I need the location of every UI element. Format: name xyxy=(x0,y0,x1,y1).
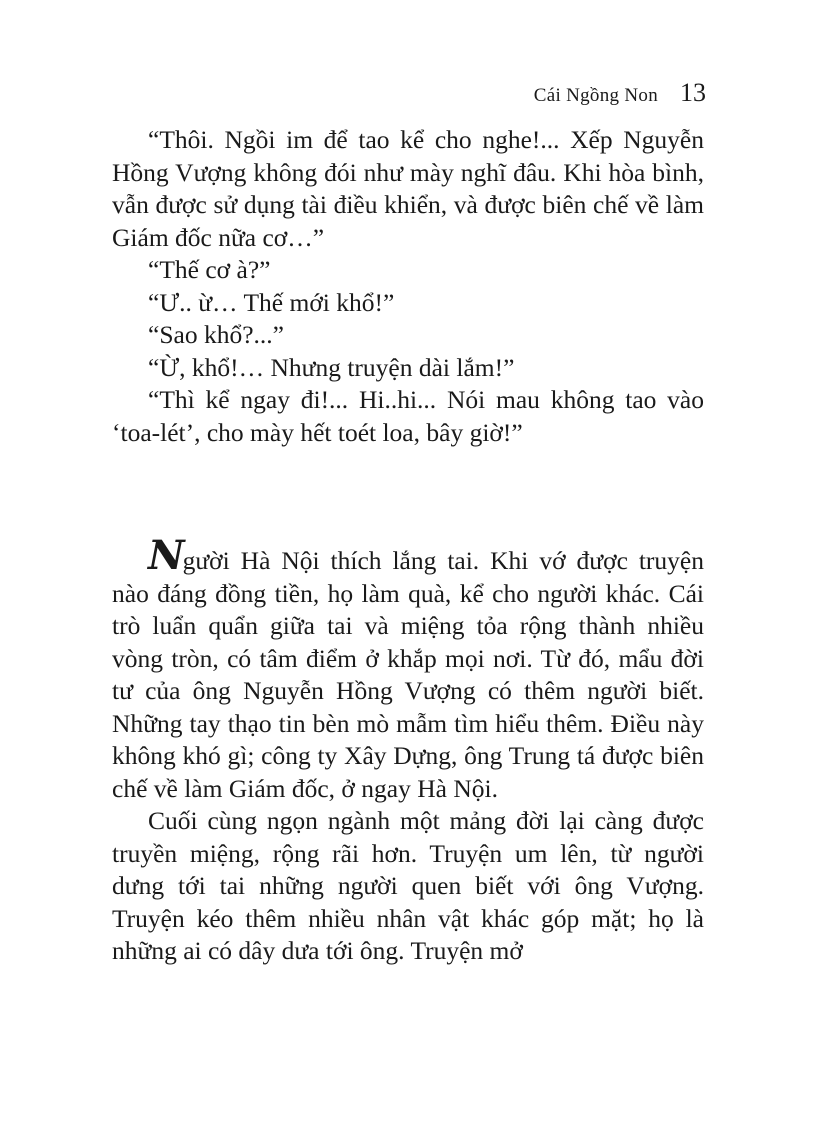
running-header xyxy=(534,78,706,108)
dialogue-paragraph: “Ư.. ừ… Thế mới khổ!” xyxy=(148,287,395,317)
dialogue-paragraph: “Thế cơ à?” xyxy=(148,255,271,284)
dialogue-paragraph: “Ừ, khổ!… Nhưng truyện dài lắm!” xyxy=(148,352,515,382)
dialogue-paragraph: “Thôi. Ngồi im để tao kể cho nghe!... Xếp Nguyễn Hồng Vượng không đói như mày nghĩ đâu. Khi hòa bình, vẫn được sử dụng tài điều khiển, và được biên chế về làm Giám đốc nữa cơ…” xyxy=(112,125,704,252)
running-title: Cái Ngồng Non xyxy=(533,85,658,106)
section-opening-paragraph xyxy=(112,532,704,805)
decorative-initial: N xyxy=(148,532,183,579)
page-number: 13 xyxy=(680,78,706,107)
body-paragraph: Cuối cùng ngọn ngành một mảng đời lại càng được truyền miệng, rộng rãi hơn. Truyện um lên, từ người dưng tới tai những người quen biết với ông Vượng. Truyện kéo thêm nhiều nhân vật khác góp mặt; họ là những ai có dây dưa tới ông. Truyện mở xyxy=(112,806,704,965)
paragraph-text: gười Hà Nội thích lắng tai. Khi vớ được truyện nào đáng đồng tiền, họ làm quà, kể cho người khác. Cái trò luẩn quẩn giữa tai và miệng tỏa rộng thành nhiều vòng tròn, có tâm điểm ở khắp mọi nơi. Từ đó, mẩu đời tư của ông Nguyễn Hồng Vượng có thêm người biết. Những tay thạo tin bèn mò mẫm tìm hiểu thêm. Điều này không khó gì; công ty Xây Dựng, ông Trung tá được biên chế về làm Giám đốc, ở ngay Hà Nội. xyxy=(112,546,704,803)
dialogue-paragraph: “Thì kể ngay đi!... Hi..hi... Nói mau không tao vào ‘toa-lét’, cho mày hết toét loa, bây giờ!” xyxy=(112,385,704,447)
section-break xyxy=(112,449,704,545)
body-text xyxy=(112,124,704,968)
dialogue-paragraph: “Sao khổ?...” xyxy=(148,320,284,349)
